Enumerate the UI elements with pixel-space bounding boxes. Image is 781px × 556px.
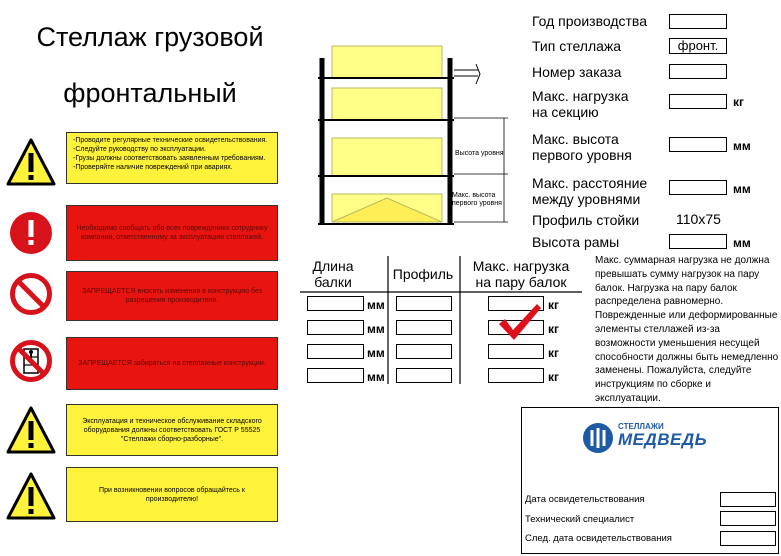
post-profile-label: Профиль стойки <box>532 212 640 228</box>
first-level-height-unit: мм <box>733 139 751 153</box>
beam-load-unit: кг <box>548 298 560 312</box>
beam-load-field[interactable] <box>488 344 544 359</box>
sign-contact-manufacturer-text: При возникновении вопросов обращайтесь к производителю! <box>66 467 278 522</box>
sign-gost-text: Эксплуатация и техническое обслуживание складского оборудования должны соответствовать ГОСТ Р 55525 "Стеллажи сборно-разборные". <box>66 404 278 456</box>
beam-profile-header: Профиль <box>392 266 454 282</box>
beam-length-unit: мм <box>367 370 385 384</box>
frame-height-field[interactable] <box>669 234 727 249</box>
beam-profile-field[interactable] <box>396 296 452 311</box>
year-label: Год производства <box>532 13 647 29</box>
rack-type-label: Тип стеллажа <box>532 38 622 54</box>
cert-date-label: Дата освидетельствования <box>525 494 645 505</box>
check-mark-icon <box>497 302 543 342</box>
rack-first-level-label: Макс. высота первого уровня <box>452 192 502 207</box>
medved-logo-icon <box>582 422 614 454</box>
no-climbing-icon <box>9 339 53 383</box>
max-load-section-unit: кг <box>733 95 745 109</box>
cert-date-field[interactable] <box>720 492 776 507</box>
warning-icon <box>6 472 56 522</box>
warning-icon <box>6 138 56 188</box>
prohibited-icon <box>9 272 53 316</box>
level-distance-unit: мм <box>733 182 751 196</box>
rack-diagram <box>308 18 520 256</box>
sign-report-damage-text: Необходимо сообщать обо всех повреждениях сотруднику компании, ответственному за эксплуатацию стеллажей. <box>66 205 278 261</box>
level-distance-label: Макс. расстояние между уровнями <box>532 175 648 207</box>
beam-length-unit: мм <box>367 346 385 360</box>
beam-length-unit: мм <box>367 298 385 312</box>
first-level-height-label: Макс. высота первого уровня <box>532 131 632 163</box>
level-distance-field[interactable] <box>669 180 727 195</box>
max-load-section-field[interactable] <box>669 94 727 109</box>
beam-load-unit: кг <box>548 346 560 360</box>
beam-length-field[interactable] <box>307 368 364 383</box>
beam-length-field[interactable] <box>307 320 364 335</box>
cert-next-date-field[interactable] <box>720 531 776 546</box>
cert-specialist-field[interactable] <box>720 511 776 526</box>
brand-name: МЕДВЕДЬ <box>618 430 708 449</box>
page-title-line1: Стеллаж грузовой <box>36 22 264 52</box>
sign-inspection-text: -Проводите регулярные технические освидетельствования. -Следуйте руководству по эксплуатации. -Грузы должны соответствовать заявленным требованиям. -Проверяйте наличие повреждений при авариях. <box>66 132 278 184</box>
frame-height-label: Высота рамы <box>532 234 620 250</box>
beam-load-unit: кг <box>548 322 560 336</box>
year-field[interactable] <box>669 14 727 29</box>
sign-no-climbing-text: ЗАПРЕЩАЕТСЯ забираться на стеллажные конструкции. <box>66 337 278 390</box>
beam-load-header: Макс. нагрузка на пару балок <box>472 258 570 290</box>
brand-small-text: СТЕЛЛАЖИ <box>618 422 664 431</box>
mandatory-icon <box>9 211 53 255</box>
order-number-field[interactable] <box>669 64 727 79</box>
page-title-line2: фронтальный <box>63 78 237 108</box>
beam-profile-field[interactable] <box>396 344 452 359</box>
beam-load-unit: кг <box>548 370 560 384</box>
first-level-height-field[interactable] <box>669 137 727 152</box>
beam-profile-field[interactable] <box>396 368 452 383</box>
rack-level-height-label: Высота уровня <box>455 150 504 157</box>
sign-no-modification-text: ЗАПРЕЩАЕТСЯ вносить изменения в конструкцию без разрешения производителя. <box>66 271 278 321</box>
beam-length-header: Длина балки <box>312 258 354 290</box>
load-notice-text: Макс. суммарная нагрузка не должна превышать сумму нагрузок на пару балок. Нагрузка на пару балок распределена равномерно. Поврежденные или деформированные элементы стеллажей из-за возможности уменьшения несущей способности должны быть немедленно заменены. Пожалуйста, следуйте инструкциям по сборке и эксплуатации. <box>595 255 779 404</box>
beam-load-field[interactable] <box>488 368 544 383</box>
frame-height-unit: мм <box>733 236 751 250</box>
certification-panel <box>521 407 779 554</box>
order-number-label: Номер заказа <box>532 64 622 80</box>
post-profile-value: 110x75 <box>676 211 721 227</box>
warning-icon <box>6 406 56 456</box>
beam-length-unit: мм <box>367 322 385 336</box>
max-load-section-label: Макс. нагрузка на секцию <box>532 88 629 120</box>
cert-next-date-label: След. дата освидетельствования <box>525 533 672 544</box>
cert-specialist-label: Технический специалист <box>525 514 635 525</box>
beam-profile-field[interactable] <box>396 320 452 335</box>
rack-type-field[interactable]: фронт. <box>669 38 727 54</box>
beam-length-field[interactable] <box>307 344 364 359</box>
beam-length-field[interactable] <box>307 296 364 311</box>
